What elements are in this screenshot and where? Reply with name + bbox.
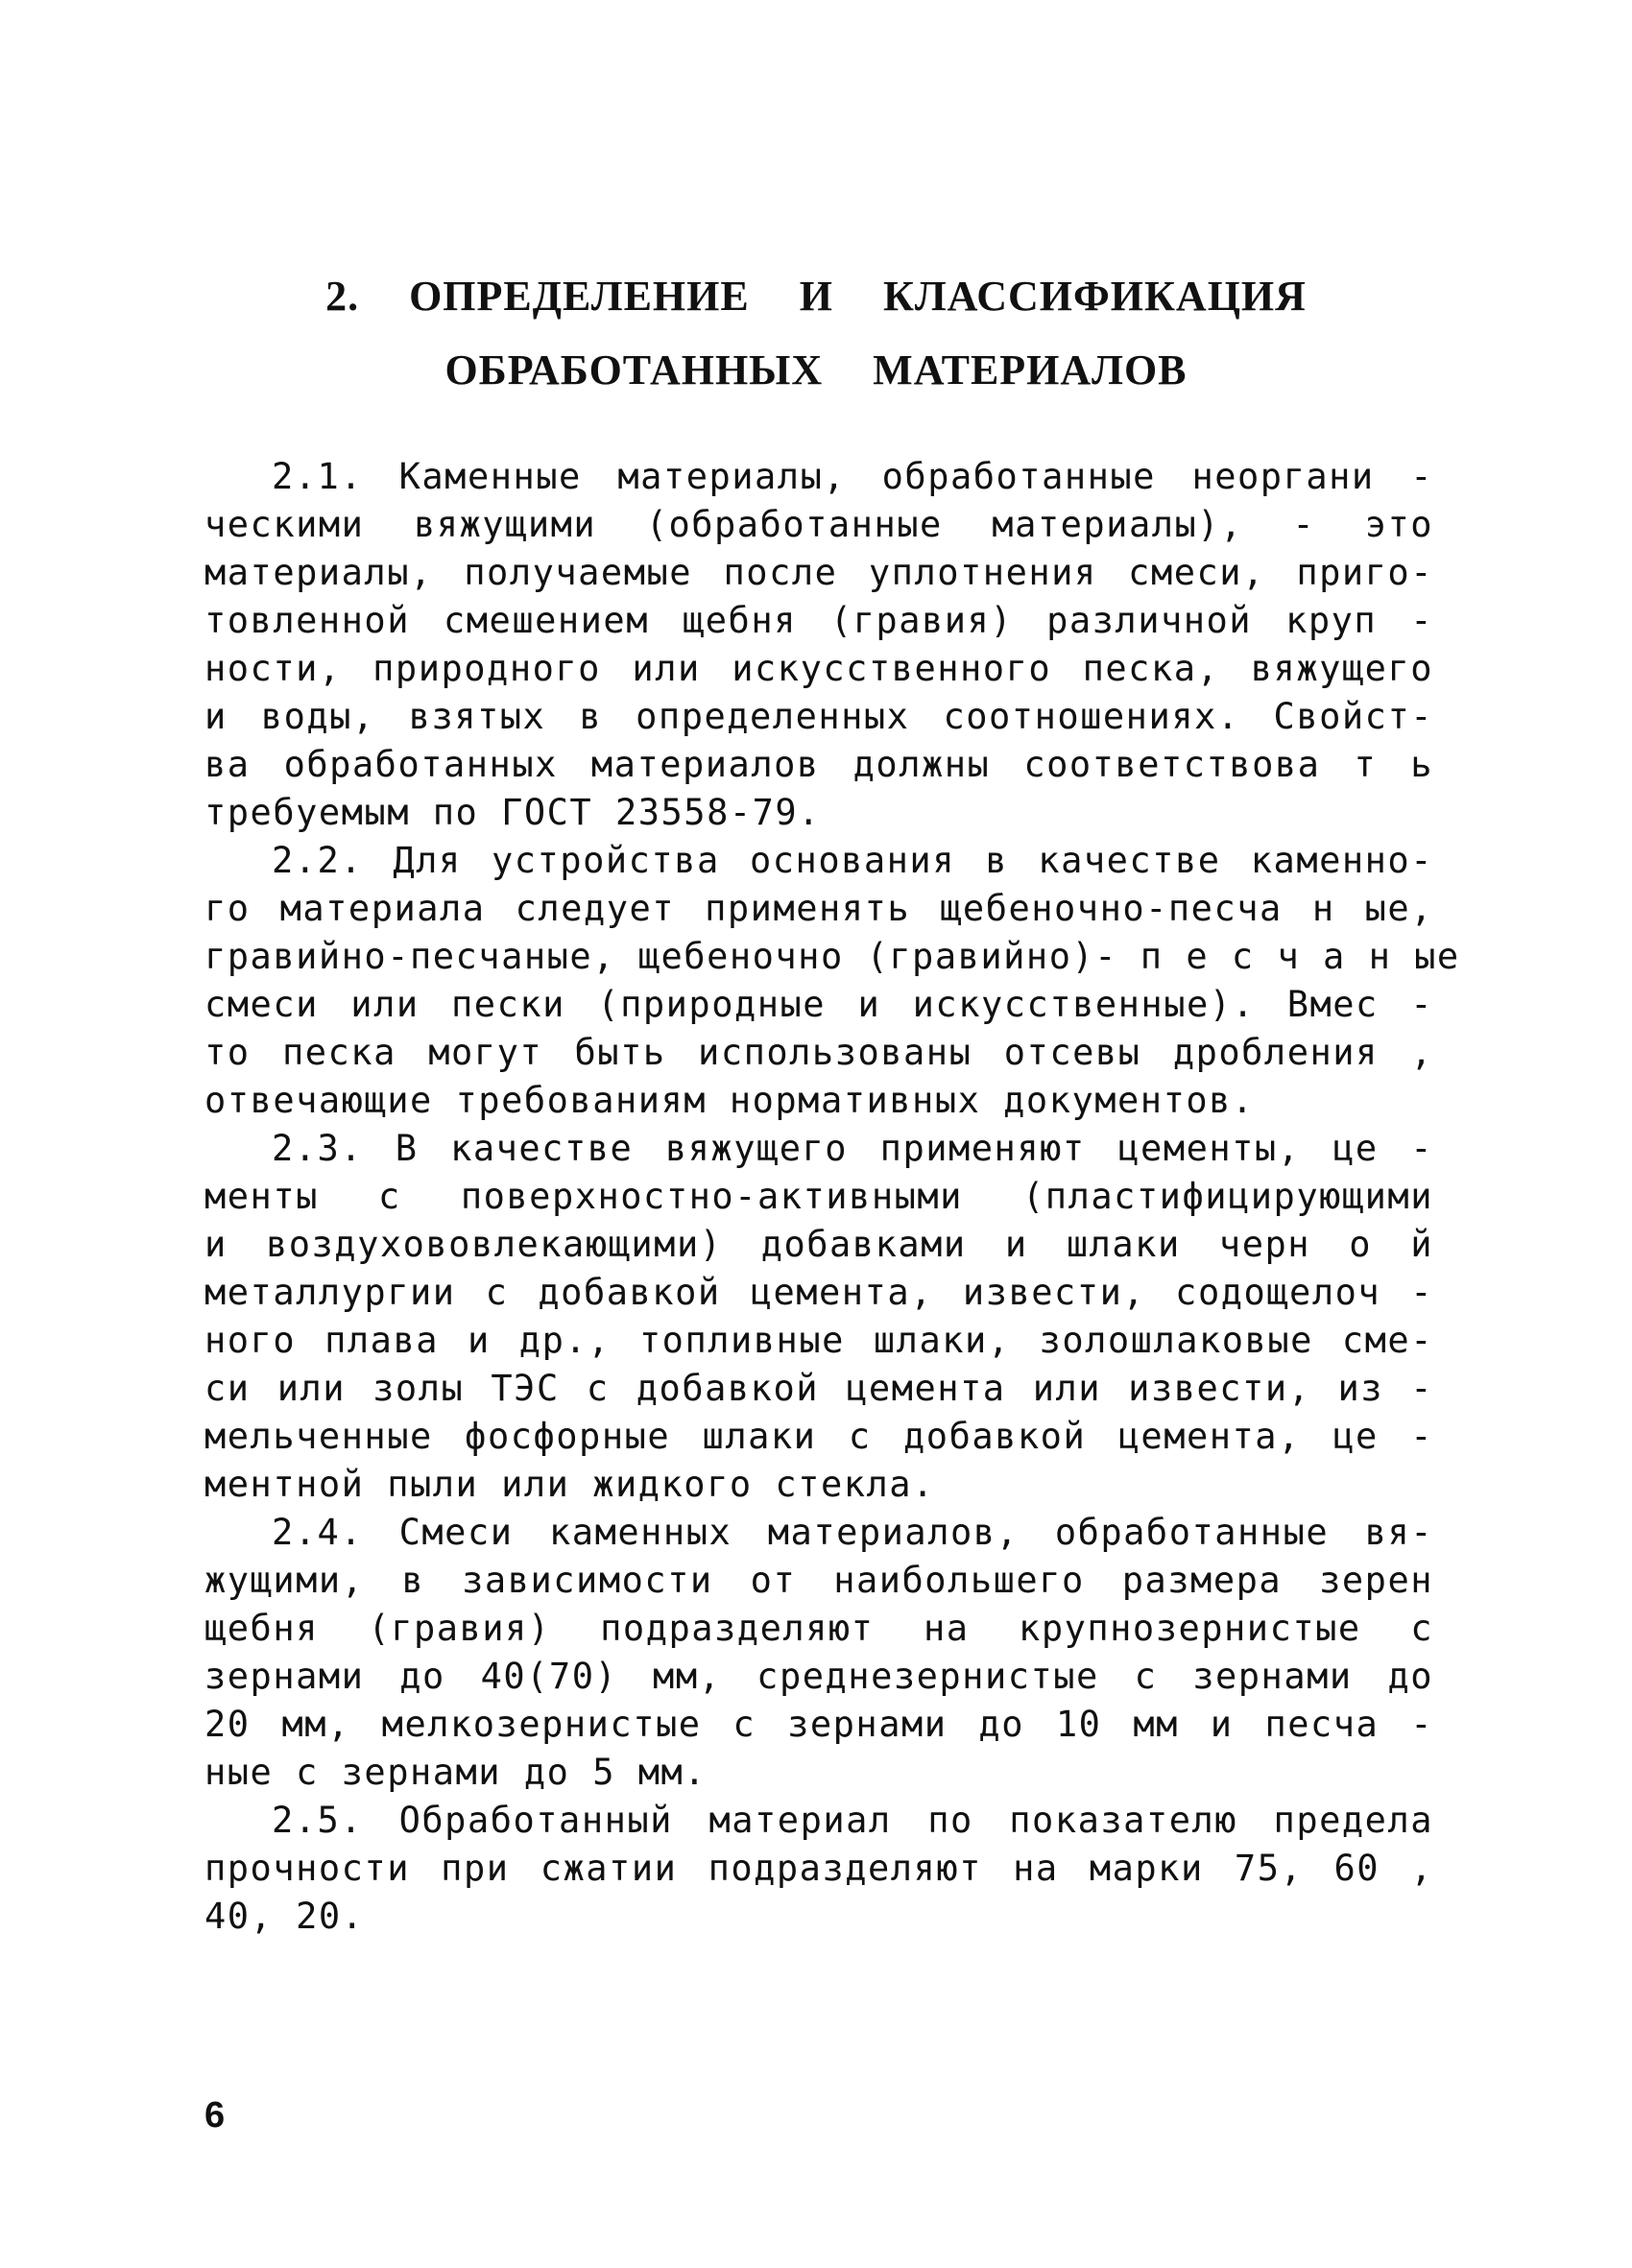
section-heading-line-2: ОБРАБОТАННЫХ МАТЕРИАЛОВ	[444, 346, 1188, 394]
paragraph-2-5-line: 40, 20.	[204, 1896, 365, 1937]
paragraph-2-3-line: 2.3. В качестве вяжущего применяют цементы, це -	[272, 1128, 1433, 1169]
paragraph-2-1-line: 2.1. Каменные материалы, обработанные неоргани -	[272, 456, 1433, 497]
paragraph-2-3-line: ментной пыли или жидкого стекла.	[204, 1464, 935, 1505]
paragraph-2-3-line: ного плава и др., топливные шлаки, золошлаковые сме-	[204, 1320, 1433, 1361]
paragraph-2-3-line: металлургии с добавкой цемента, извести, содощелоч -	[204, 1272, 1433, 1313]
paragraph-2-2-line: гравийно-песчаные, щебеночно (гравийно)- п е с ч а н ые	[204, 936, 1460, 977]
paragraph-2-1-line: ческими вяжущими (обработанные материалы), - это	[204, 504, 1433, 545]
paragraph-2-1-line: товленной смешением щебня (гравия) различной круп -	[204, 600, 1433, 641]
paragraph-2-3-line: менты с поверхностно-активными (пластифицирующими	[204, 1176, 1433, 1217]
paragraph-2-3-line: си или золы ТЭС с добавкой цемента или извести, из -	[204, 1368, 1433, 1409]
paragraph-2-5-line: прочности при сжатии подразделяют на марки 75, 60 ,	[204, 1848, 1433, 1889]
paragraph-2-1-line: материалы, получаемые после уплотнения смеси, приго-	[204, 552, 1433, 593]
paragraph-2-4-line: 2.4. Смеси каменных материалов, обработанные вя-	[272, 1512, 1433, 1553]
paragraph-2-2-line: 2.2. Для устройства основания в качестве каменно-	[272, 840, 1433, 881]
paragraph-2-2-line: го материала следует применять щебеночно-песча н ые,	[204, 888, 1433, 929]
paragraph-2-4-line: ные с зернами до 5 мм.	[204, 1752, 708, 1793]
section-heading-line-1: 2. ОПРЕДЕЛЕНИЕ И КЛАССИФИКАЦИЯ	[325, 273, 1307, 320]
paragraph-2-4-line: щебня (гравия) подразделяют на крупнозернистые с	[204, 1608, 1433, 1649]
paragraph-2-2-line: смеси или пески (природные и искусственные). Вмес -	[204, 984, 1433, 1025]
page-number: 6	[204, 2095, 226, 2136]
paragraph-2-4-line: 20 мм, мелкозернистые с зернами до 10 мм и песча -	[204, 1704, 1433, 1745]
paragraph-2-3-line: и воздухововлекающими) добавками и шлаки черн о й	[204, 1224, 1433, 1265]
paragraph-2-5-line: 2.5. Обработанный материал по показателю предела	[272, 1800, 1433, 1841]
paragraph-2-1-line: ва обработанных материалов должны соответствова т ь	[204, 744, 1433, 785]
paragraph-2-2-line: отвечающие требованиям нормативных документов.	[204, 1080, 1255, 1121]
paragraph-2-3-line: мельченные фосфорные шлаки с добавкой цемента, це -	[204, 1416, 1433, 1457]
paragraph-2-4-line: жущими, в зависимости от наибольшего размера зерен	[204, 1560, 1433, 1601]
paragraph-2-1-line: и воды, взятых в определенных соотношениях. Свойст-	[204, 696, 1433, 737]
paragraph-2-1-line: требуемым по ГОСТ 23558-79.	[204, 792, 821, 833]
paragraph-2-4-line: зернами до 40(70) мм, среднезернистые с зернами до	[204, 1656, 1433, 1697]
paragraph-2-1-line: ности, природного или искусственного песка, вяжущего	[204, 648, 1433, 689]
paragraph-2-2-line: то песка могут быть использованы отсевы дробления ,	[204, 1032, 1433, 1073]
